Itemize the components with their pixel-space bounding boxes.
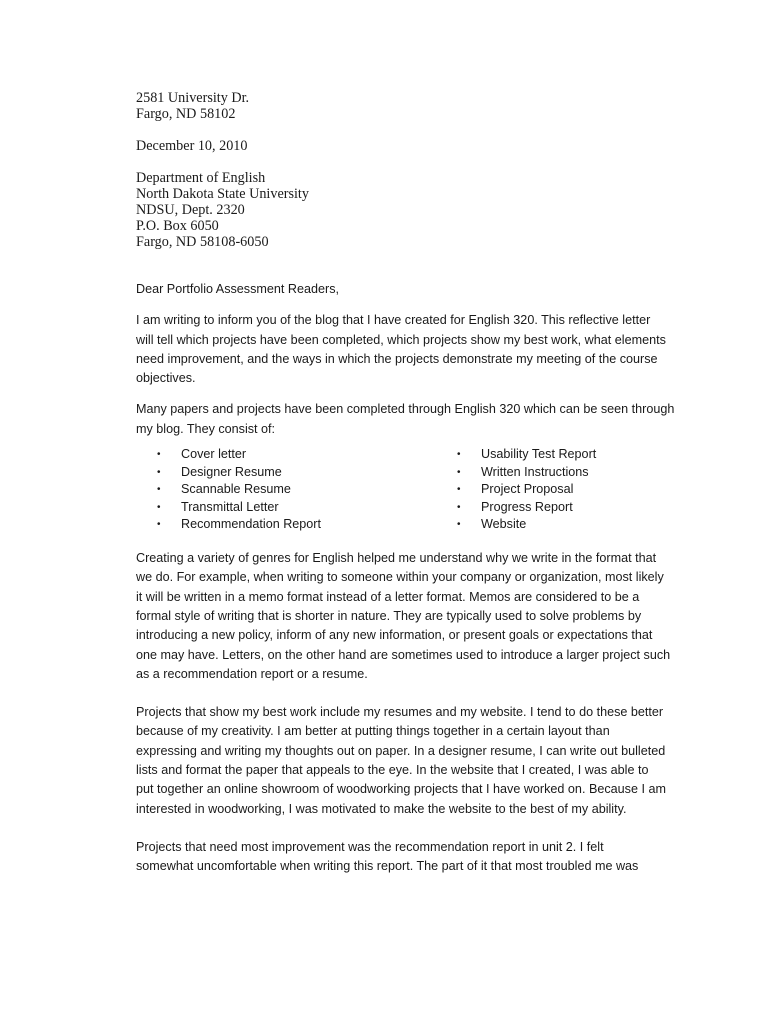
list-item-label: Website bbox=[481, 517, 527, 532]
list-item bbox=[436, 464, 596, 482]
list-item bbox=[136, 446, 321, 464]
recipient-address-line: Fargo, ND 58108-6050 bbox=[136, 234, 269, 250]
paragraph-genres bbox=[136, 549, 676, 684]
paragraph-line: objectives. bbox=[136, 371, 196, 386]
paragraph-line: need improvement, and the ways in which the projects demonstrate my meeting of the course bbox=[136, 351, 658, 366]
sender-address-line: 2581 University Dr. bbox=[136, 90, 250, 106]
list-item-label: Transmittal Letter bbox=[181, 499, 279, 514]
paragraph-line: Projects that show my best work include my resumes and my website. I tend to do these better bbox=[136, 705, 664, 720]
paragraph-line: it will be written in a memo format instead of a letter format. Memos are considered to be a bbox=[136, 589, 640, 604]
paragraph-line: because of my creativity. I am better at putting things together in a certain layout than bbox=[136, 724, 610, 739]
paragraph-line: will tell which projects have been completed, which projects show my best work, what elements bbox=[136, 332, 666, 347]
paragraph-line: introducing a new policy, inform of any new information, or present goals or expectations that bbox=[136, 628, 653, 643]
paragraph-line: Projects that need most improvement was the recommendation report in unit 2. I felt bbox=[136, 839, 604, 854]
bullet-icon: • bbox=[157, 484, 161, 496]
list-item-label: Usability Test Report bbox=[481, 447, 597, 462]
paragraph-line: we do. For example, when writing to someone within your company or organization, most likely bbox=[136, 570, 664, 585]
recipient-address-line: North Dakota State University bbox=[136, 186, 309, 202]
paragraph-line: interested in woodworking, I was motivated to make the website to the best of my ability. bbox=[136, 801, 627, 816]
paragraph-improvement bbox=[136, 838, 676, 877]
project-list-left-column bbox=[136, 446, 321, 534]
bullet-icon: • bbox=[157, 449, 161, 461]
paragraph-line: my blog. They consist of: bbox=[136, 421, 276, 436]
paragraph-line: formal style of writing that is shorter in nature. They are typically used to solve problems by bbox=[136, 608, 642, 623]
sender-address bbox=[136, 90, 676, 122]
project-list bbox=[136, 446, 676, 536]
list-item-label: Scannable Resume bbox=[181, 482, 291, 497]
recipient-address-line: Department of English bbox=[136, 170, 266, 186]
list-item bbox=[436, 446, 596, 464]
project-list-right-column bbox=[436, 446, 596, 534]
paragraph-best-work bbox=[136, 703, 676, 819]
list-item-label: Progress Report bbox=[481, 499, 573, 514]
list-item-label: Cover letter bbox=[181, 447, 247, 462]
paragraph-line: Many papers and projects have been completed through English 320 which can be seen through bbox=[136, 402, 675, 417]
paragraph-intro bbox=[136, 311, 676, 388]
bullet-icon: • bbox=[157, 501, 161, 513]
list-item-label: Designer Resume bbox=[181, 464, 282, 479]
paragraph-line: I am writing to inform you of the blog that I have created for English 320. This reflective letter bbox=[136, 313, 651, 328]
paragraph-line: Creating a variety of genres for English helped me understand why we write in the format that bbox=[136, 551, 657, 566]
letter-date: December 10, 2010 bbox=[136, 138, 248, 154]
bullet-icon: • bbox=[457, 501, 461, 513]
list-item bbox=[136, 481, 321, 499]
bullet-icon: • bbox=[457, 466, 461, 478]
paragraph-line: expressing and writing my thoughts out on paper. In a designer resume, I can write out bulleted bbox=[136, 743, 666, 758]
bullet-icon: • bbox=[157, 466, 161, 478]
list-item bbox=[136, 516, 321, 534]
paragraph-line: somewhat uncomfortable when writing this report. The part of it that most troubled me was bbox=[136, 859, 639, 874]
paragraph-projects-completed bbox=[136, 400, 676, 439]
list-item-label: Recommendation Report bbox=[181, 517, 322, 532]
list-item bbox=[436, 499, 596, 517]
paragraph-line: one may have. Letters, on the other hand are sometimes used to introduce a larger project such bbox=[136, 647, 671, 662]
list-item-label: Written Instructions bbox=[481, 464, 589, 479]
salutation: Dear Portfolio Assessment Readers, bbox=[136, 282, 339, 296]
paragraph-line: lists and format the paper that appeals to the eye. In the website that I created, I was able to bbox=[136, 763, 649, 778]
list-item bbox=[436, 516, 596, 534]
recipient-address bbox=[136, 170, 676, 250]
bullet-icon: • bbox=[457, 519, 461, 531]
list-item-label: Project Proposal bbox=[481, 482, 574, 497]
bullet-icon: • bbox=[157, 519, 161, 531]
list-item bbox=[436, 481, 596, 499]
bullet-icon: • bbox=[457, 484, 461, 496]
letter-page bbox=[136, 90, 676, 877]
paragraph-line: as a recommendation report or a resume. bbox=[136, 666, 368, 681]
recipient-address-line: NDSU, Dept. 2320 bbox=[136, 202, 245, 218]
bullet-icon: • bbox=[457, 449, 461, 461]
paragraph-line: put together an online showroom of woodworking projects that I have worked on. Because I am bbox=[136, 782, 666, 797]
sender-address-line: Fargo, ND 58102 bbox=[136, 106, 236, 122]
recipient-address-line: P.O. Box 6050 bbox=[136, 218, 219, 234]
list-item bbox=[136, 499, 321, 517]
list-item bbox=[136, 464, 321, 482]
